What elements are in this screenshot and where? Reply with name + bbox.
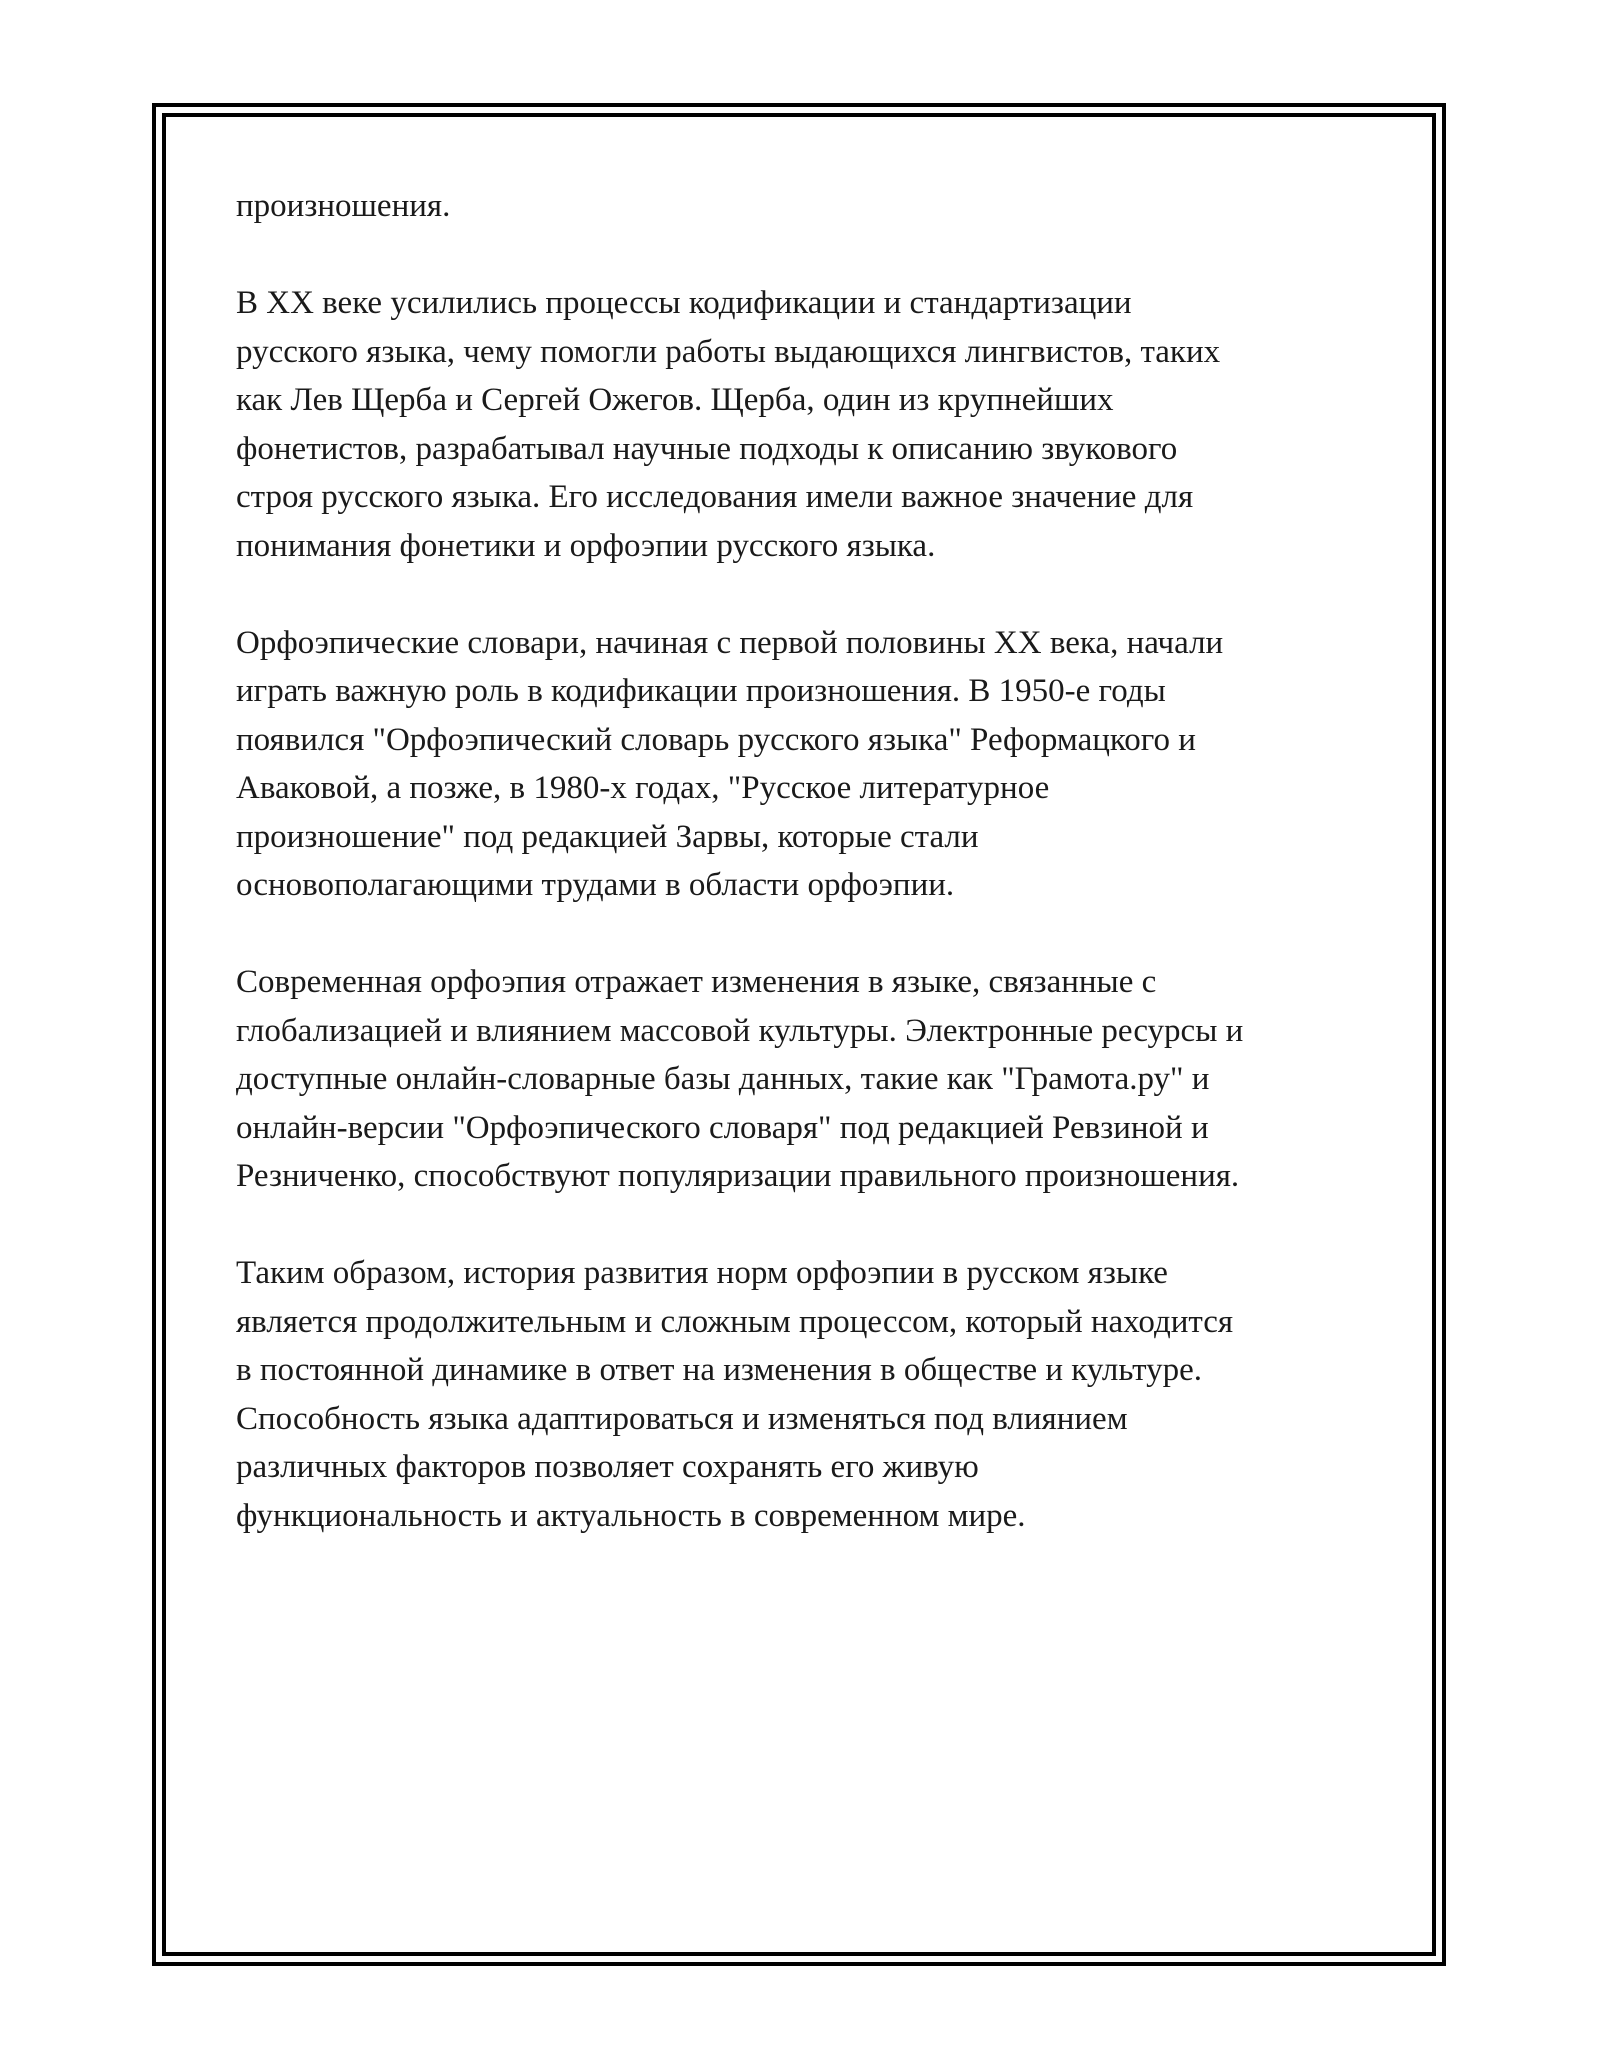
document-body — [236, 182, 1376, 1589]
paragraph — [236, 279, 1376, 570]
text-line: В XX веке усилились процессы кодификации и стандартизации — [236, 285, 1132, 321]
paragraph — [236, 182, 1376, 231]
text-line: понимания фонетики и орфоэпии русского языка. — [236, 527, 936, 564]
text-line: произношения. — [236, 188, 451, 224]
text-line: Резниченко, способствуют популяризации правильного произношения. — [236, 1158, 1240, 1194]
text-line: основополагающими трудами в области орфоэпии. — [236, 867, 955, 903]
text-line: Орфоэпические словари, начиная с первой половины XX века, начали — [236, 624, 1224, 661]
text-line: Способность языка адаптироваться и изменяться под влиянием — [236, 1400, 1128, 1437]
paragraph — [236, 619, 1376, 910]
text-line: Аваковой, а позже, в 1980-х годах, "Русское литературное — [236, 770, 1050, 806]
text-line: Современная орфоэпия отражает изменения в языке, связанные с — [236, 964, 1157, 1000]
text-line: строя русского языка. Его исследования имели важное значение для — [236, 479, 1194, 515]
text-line: как Лев Щерба и Сергей Ожегов. Щерба, один из крупнейших — [236, 382, 1114, 418]
text-line: является продолжительным и сложным процессом, который находится — [236, 1303, 1234, 1340]
text-line: играть важную роль в кодификации произношения. В 1950-е годы — [236, 673, 1166, 709]
text-line: функциональность и актуальность в современном мире. — [236, 1497, 1026, 1534]
text-line: фонетистов, разрабатывал научные подходы к описанию звукового — [236, 430, 1178, 467]
text-line: в постоянной динамике в ответ на изменения в обществе и культуре. — [236, 1352, 1203, 1388]
text-line: появился "Орфоэпический словарь русского языка" Реформацкого и — [236, 721, 1196, 758]
text-line: доступные онлайн-словарные базы данных, такие как "Грамота.ру" и — [236, 1061, 1210, 1097]
text-line: Таким образом, история развития норм орфоэпии в русском языке — [236, 1255, 1168, 1291]
text-line: русского языка, чему помогли работы выдающихся лингвистов, таких — [236, 333, 1221, 370]
paragraph — [236, 1249, 1376, 1540]
text-line: произношение" под редакцией Зарвы, которые стали — [236, 818, 979, 855]
text-line: онлайн-версии "Орфоэпического словаря" под редакцией Ревзиной и — [236, 1109, 1209, 1146]
text-line: глобализацией и влиянием массовой культуры. Электронные ресурсы и — [236, 1012, 1244, 1049]
text-line: различных факторов позволяет сохранять его живую — [236, 1449, 979, 1485]
paragraph — [236, 958, 1376, 1201]
